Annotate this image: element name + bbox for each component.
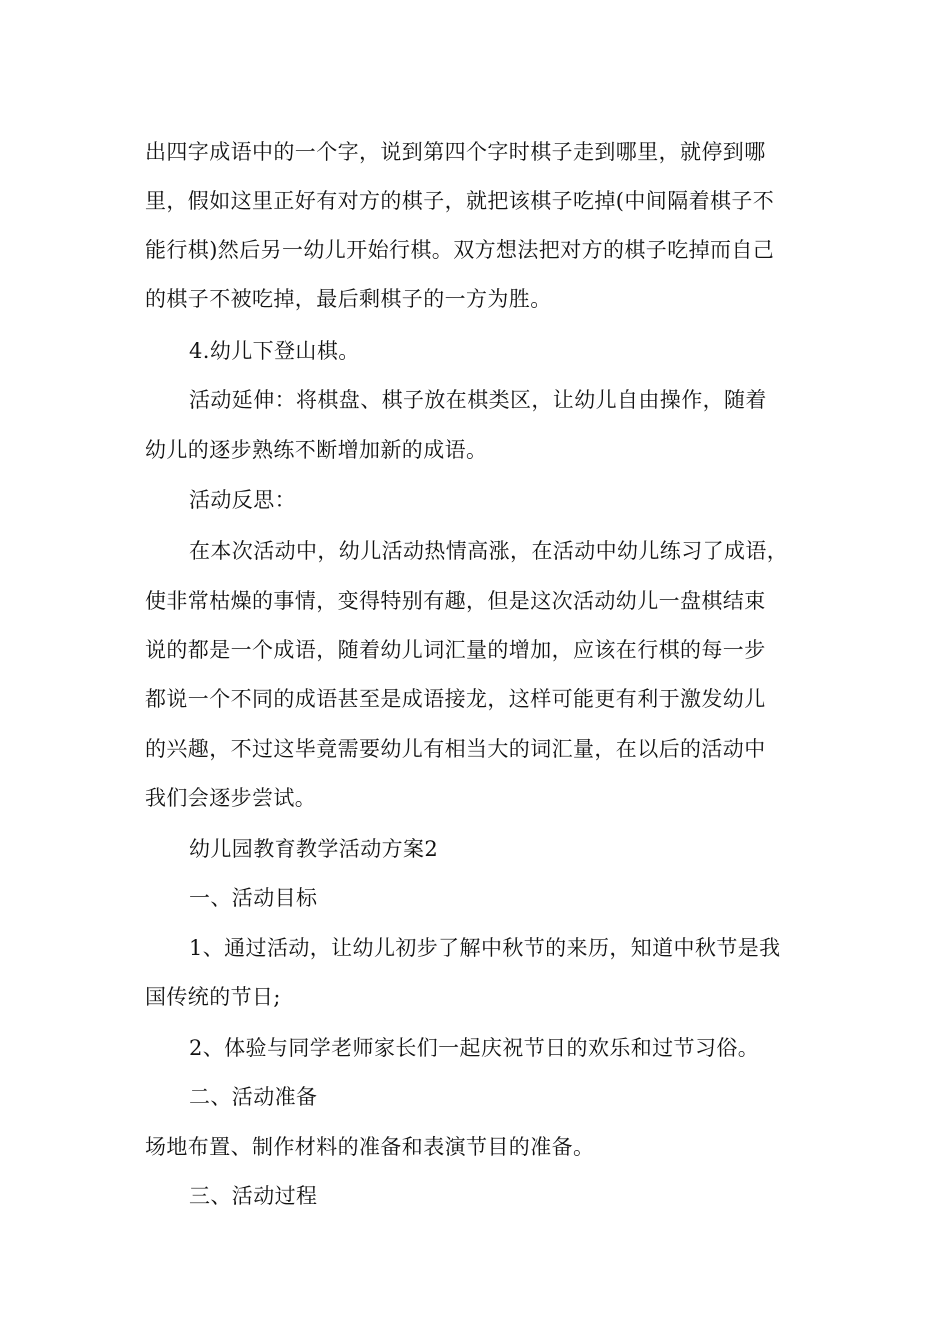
text-line: 国传统的节日; bbox=[145, 985, 281, 1009]
section-item: 4.幼儿下登山棋。 bbox=[189, 339, 360, 363]
section-heading: 一、活动目标 bbox=[189, 886, 318, 910]
list-item: 1、通过活动，让幼儿初步了解中秋节的来历，知道中秋节是我 bbox=[189, 936, 781, 960]
text-line: 使非常枯燥的事情，变得特别有趣，但是这次活动幼儿一盘棋结束 bbox=[145, 589, 766, 613]
text-line: 的棋子不被吃掉，最后剩棋子的一方为胜。 bbox=[145, 287, 552, 311]
text-line: 都说一个不同的成语甚至是成语接龙，这样可能更有利于激发幼儿 bbox=[145, 687, 766, 711]
section-heading: 二、活动准备 bbox=[189, 1085, 318, 1109]
text-line: 我们会逐步尝试。 bbox=[145, 786, 317, 810]
text-line: 说的都是一个成语，随着幼儿词汇量的增加，应该在行棋的每一步 bbox=[145, 638, 766, 662]
text-line: 能行棋)然后另一幼儿开始行棋。双方想法把对方的棋子吃掉而自己 bbox=[145, 238, 775, 262]
section-heading: 三、活动过程 bbox=[189, 1184, 318, 1208]
text-line: 里，假如这里正好有对方的棋子，就把该棋子吃掉(中间隔着棋子不 bbox=[145, 189, 775, 213]
document-title: 幼儿园教育教学活动方案2 bbox=[189, 837, 439, 861]
section-heading: 活动反思： bbox=[189, 488, 296, 512]
list-item: 2、体验与同学老师家长们一起庆祝节日的欢乐和过节习俗。 bbox=[189, 1036, 760, 1060]
text-line: 在本次活动中，幼儿活动热情高涨，在活动中幼儿练习了成语， bbox=[189, 539, 789, 563]
text-line: 幼儿的逐步熟练不断增加新的成语。 bbox=[145, 438, 488, 462]
text-line: 出四字成语中的一个字，说到第四个字时棋子走到哪里，就停到哪 bbox=[145, 140, 766, 164]
text-line: 活动延伸：将棋盘、棋子放在棋类区，让幼儿自由操作，随着 bbox=[189, 388, 767, 412]
text-line: 场地布置、制作材料的准备和表演节目的准备。 bbox=[145, 1135, 595, 1159]
text-line: 的兴趣，不过这毕竟需要幼儿有相当大的词汇量，在以后的活动中 bbox=[145, 737, 766, 761]
